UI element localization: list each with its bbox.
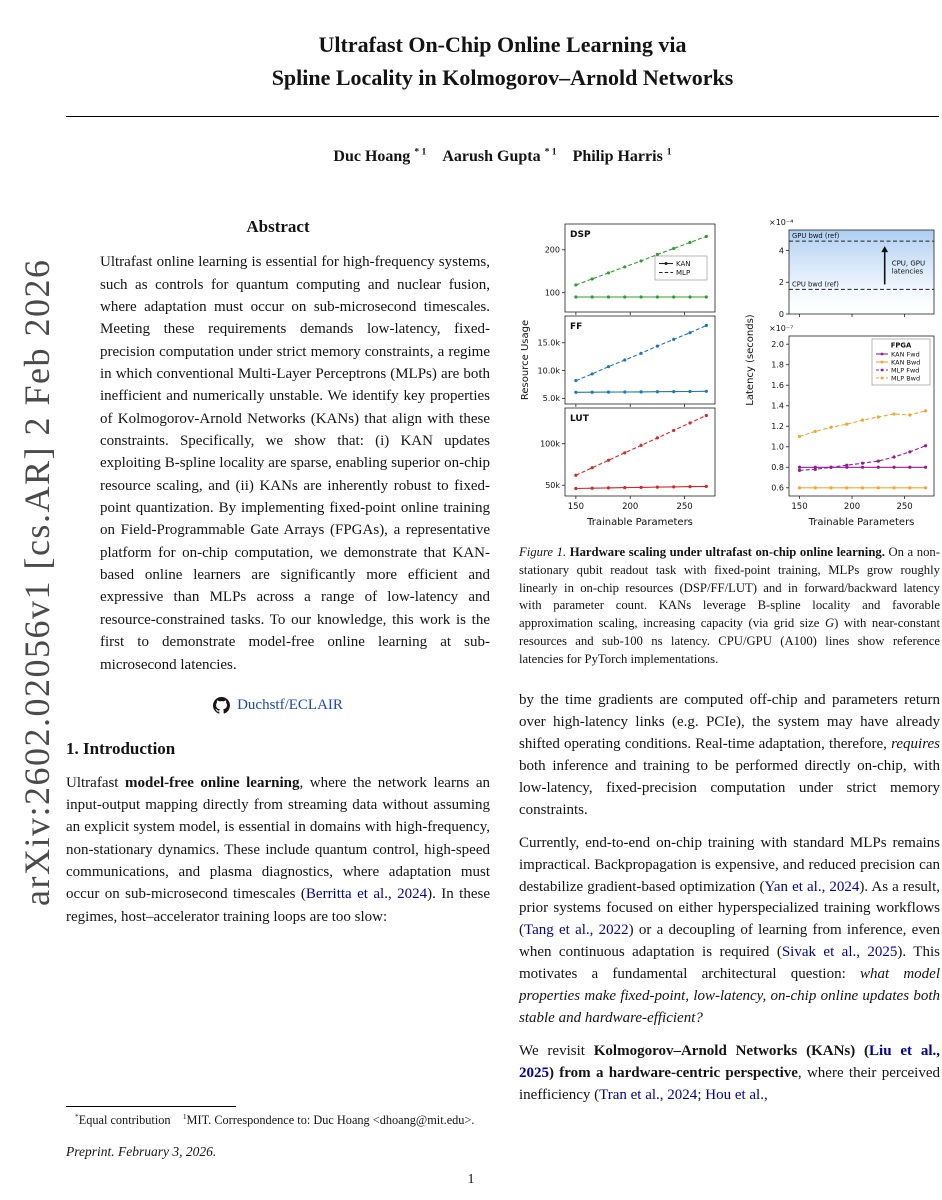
svg-text:FPGA: FPGA — [890, 341, 912, 350]
citation[interactable]: Berritta et al., 2024 — [305, 886, 428, 903]
text-segment: 1 — [666, 146, 672, 158]
citation[interactable]: Tran et al., 2024 — [599, 1086, 698, 1103]
svg-text:Latency (seconds): Latency (seconds) — [745, 314, 756, 406]
github-repo-label[interactable]: Duchstf/ECLAIR — [237, 696, 343, 713]
text-segment: * 1 — [414, 146, 427, 158]
footnote-divider — [66, 1106, 236, 1107]
svg-text:4: 4 — [778, 246, 784, 256]
citation[interactable]: Hou et al., — [705, 1086, 768, 1103]
svg-text:LUT: LUT — [570, 414, 589, 424]
svg-text:5.0k: 5.0k — [542, 394, 560, 404]
svg-text:150: 150 — [567, 502, 584, 512]
left-column — [66, 214, 490, 1162]
page-number: 1 — [467, 1172, 475, 1187]
svg-text:1.0: 1.0 — [771, 442, 784, 452]
svg-text:KAN: KAN — [676, 260, 691, 268]
text-segment: Aarush Gupta — [442, 148, 541, 165]
text-segment: Figure 1. — [519, 545, 567, 559]
text-segment: Equal contribution — [78, 1112, 183, 1127]
arxiv-watermark: arXiv:2602.02056v1 [cs.AR] 2 Feb 2026 — [17, 258, 57, 906]
svg-text:latencies: latencies — [891, 267, 924, 276]
body-paragraph-3 — [519, 1041, 940, 1107]
svg-text:200: 200 — [622, 502, 639, 512]
text-segment: Ultrafast — [66, 774, 126, 791]
paper-title-line2: Spline Locality in Kolmogorov–Arnold Networks — [271, 65, 734, 90]
svg-text:CPU bwd (ref): CPU bwd (ref) — [792, 280, 839, 289]
text-segment: ) or a decoupling of learning from inference, even when continuous adaptation is required ( — [519, 922, 940, 961]
svg-text:10.0k: 10.0k — [537, 366, 560, 376]
figure-1-charts — [519, 214, 940, 532]
paper-title-line1: Ultrafast On-Chip Online Learning via — [318, 32, 687, 57]
svg-text:2.0: 2.0 — [771, 340, 784, 350]
section-heading-introduction: 1. Introduction — [66, 739, 176, 759]
text-segment: ) with near-constant resources and sub-100 ns latency. CPU/GPU (A100) lines show reference latencies for PyTorch implementations. — [519, 616, 940, 666]
right-column — [519, 214, 940, 1107]
svg-text:1.4: 1.4 — [771, 401, 784, 411]
text-segment: On a non-stationary qubit readout task with fixed-point training, MLPs grow roughly linearly in on-chip resources (DSP/FF/LUT) and in forward/backward latency with parameter count. KANs leverage B-spline locality and favorable approximation scaling, increasing capacity (via grid size — [519, 545, 940, 631]
text-segment: Currently, end-to-end on-chip training with standard MLPs remains impractical. Backpropagation is expensive, and reduced precision can destabilize gradient-based optimization ( — [519, 834, 940, 895]
text-segment: , where their perceived inefficiency ( — [519, 1064, 940, 1103]
github-icon — [213, 697, 230, 714]
footnote-block — [66, 1106, 490, 1162]
text-segment — [557, 148, 573, 165]
text-segment: model-free online learning — [125, 774, 300, 791]
text-segment: Philip Harris — [572, 148, 663, 165]
svg-text:150: 150 — [791, 502, 808, 512]
svg-text:MLP Fwd: MLP Fwd — [891, 366, 920, 375]
svg-text:KAN Fwd: KAN Fwd — [891, 350, 920, 359]
github-link[interactable] — [66, 694, 490, 716]
svg-text:100: 100 — [544, 288, 560, 298]
text-segment: ; — [697, 1086, 706, 1103]
svg-text:KAN Bwd: KAN Bwd — [891, 358, 921, 367]
text-segment — [426, 148, 442, 165]
text-segment: * 1 — [544, 146, 557, 158]
svg-text:Trainable Parameters: Trainable Parameters — [808, 517, 915, 528]
text-segment: Hardware scaling under ultrafast on-chip online learning. — [569, 545, 885, 559]
svg-text:250: 250 — [676, 502, 693, 512]
svg-text:Trainable Parameters: Trainable Parameters — [587, 517, 693, 528]
title-divider — [66, 116, 939, 117]
text-segment: MIT. Correspondence to: Duc Hoang <dhoang@mit.edu>. — [186, 1112, 475, 1127]
svg-text:200: 200 — [843, 502, 861, 512]
svg-text:MLP: MLP — [676, 269, 691, 277]
svg-text:15.0k: 15.0k — [537, 338, 560, 348]
citation[interactable]: Yan et al., 2024 — [764, 878, 860, 895]
text-segment: 1 — [182, 1111, 187, 1121]
text-segment: * — [75, 1111, 79, 1121]
abstract-text: Ultrafast online learning is essential for high-frequency systems, such as controls for quantum computing and nuclear fusion, where adaptation must occur on sub-microsecond timescales. Meeting these requirements demands low-latency, fixed-precision computation under strict memory constraints, a regime in which conventional Multi-Layer Perceptrons (MLPs) are both inefficient and numerically unstable. We identify key properties of Kolmogorov-Arnold Networks (KANs) that align with these constraints. Specifically, we show that: (i) KAN updates exploiting B-spline locality are sparse, enabling superior on-chip resource scaling, and (ii) KANs are inherently robust to fixed-point quantization. By implementing fixed-point online training on Field-Programmable Gate Arrays (FPGAs), a representative platform for on-chip computation, we demonstrate that KAN-based online learners are significantly more efficient and expressive than MLPs across a range of low-latency and resource-constrained tasks. To our knowledge, this work is the first to demonstrate model-free online learning at sub-microsecond latencies. — [100, 254, 490, 673]
svg-text:DSP: DSP — [570, 230, 591, 240]
text-segment: ). This motivates a fundamental architectural question: — [519, 944, 940, 983]
citation[interactable]: Tang et al., 2022 — [524, 922, 629, 939]
svg-text:1.6: 1.6 — [771, 381, 784, 391]
text-segment: Duc Hoang — [333, 148, 411, 165]
svg-text:0: 0 — [778, 309, 784, 319]
text-segment: Kolmogorov–Arnold Networks (KANs) ( — [593, 1042, 870, 1059]
figure-1-caption — [519, 544, 940, 668]
svg-text:×10⁻⁴: ×10⁻⁴ — [769, 218, 794, 227]
svg-text:250: 250 — [896, 502, 913, 512]
svg-text:FF: FF — [570, 322, 583, 332]
citation[interactable]: Sivak et al., 2025 — [781, 944, 898, 961]
abstract-heading: Abstract — [246, 217, 310, 236]
footnote-text — [66, 1112, 490, 1129]
text-segment: both inference and training to be performed directly on-chip, with low-latency, fixed-precision computation under strict memory constraints. — [519, 758, 940, 818]
svg-text:1.2: 1.2 — [771, 422, 784, 432]
body-paragraph-2 — [519, 833, 940, 1030]
svg-text:×10⁻⁷: ×10⁻⁷ — [769, 324, 794, 333]
body-paragraph-1 — [519, 690, 940, 821]
intro-paragraph — [66, 772, 490, 928]
svg-text:2: 2 — [778, 278, 784, 288]
text-segment: by the time gradients are computed off-chip and parameters return over high-latency links (e.g. PCIe), the system may have already shifted operating conditions. Real-time adaptation, therefore, — [519, 692, 940, 753]
paper-title — [66, 28, 939, 94]
svg-text:Resource Usage: Resource Usage — [520, 319, 531, 401]
figure-1-canvas — [519, 214, 940, 532]
svg-text:0.6: 0.6 — [771, 483, 784, 493]
text-segment: G — [824, 616, 835, 631]
text-segment: requires — [891, 736, 940, 753]
text-segment: We revisit — [519, 1042, 594, 1059]
preprint-note: Preprint. February 3, 2026. — [66, 1143, 217, 1159]
text-segment: ). In these regimes, host–accelerator training loops are too slow: — [66, 886, 490, 925]
text-segment: ) from a hardware-centric perspective — [549, 1064, 798, 1081]
svg-text:200: 200 — [544, 245, 560, 255]
svg-text:CPU, GPU: CPU, GPU — [891, 259, 926, 268]
svg-text:MLP Bwd: MLP Bwd — [891, 374, 921, 383]
citation[interactable]: Liu et al., 2025 — [519, 1042, 941, 1081]
svg-text:100k: 100k — [540, 439, 560, 449]
svg-text:GPU bwd (ref): GPU bwd (ref) — [792, 232, 840, 241]
text-segment: ). As a result, prior systems focused on either hyperspecialized training workflows ( — [519, 878, 941, 939]
svg-text:0.8: 0.8 — [771, 463, 784, 473]
text-segment: , where the network learns an input-output mapping directly from streaming data without assuming an explicit system model, is essential in domains with high-frequency, non-stationary dynamics. These include quantum control, high-speed communications, and plasma diagnostics, where adaptation must occur on sub-microsecond timescales ( — [66, 774, 490, 903]
svg-text:50k: 50k — [545, 481, 560, 491]
svg-text:1.8: 1.8 — [771, 360, 784, 370]
authors-line — [66, 148, 939, 166]
text-segment: what model properties make fixed-point, low-latency, on-chip online updates both stable and hardware-efficient? — [519, 966, 940, 1026]
